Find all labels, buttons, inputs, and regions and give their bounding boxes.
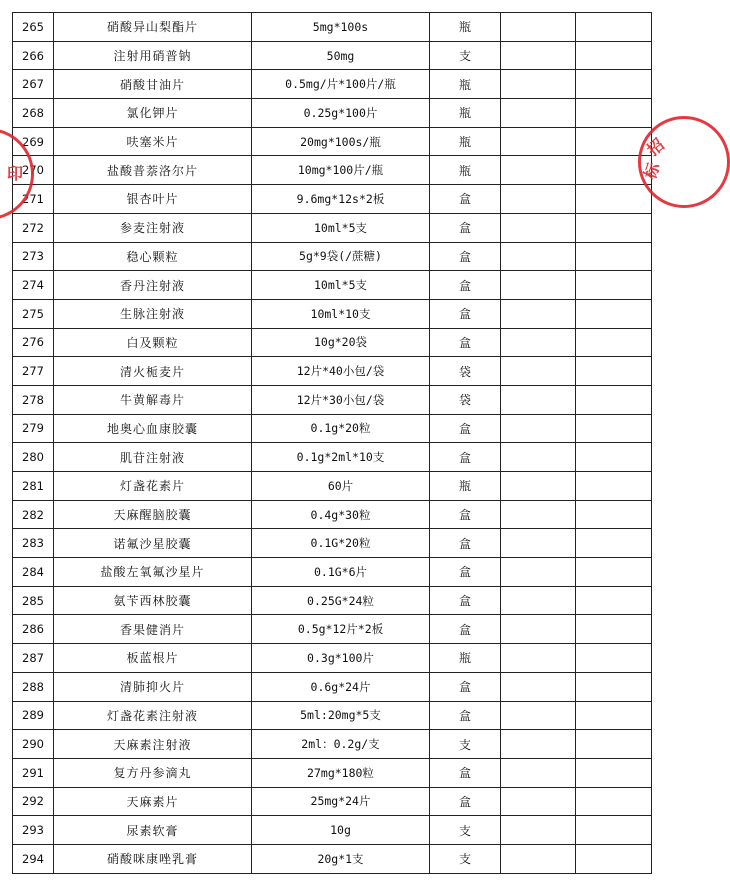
table-row xyxy=(13,13,652,42)
drug-spec: 10g*20袋 xyxy=(252,328,430,357)
drug-unit: 瓶 xyxy=(430,99,501,128)
drug-spec: 5g*9袋(/蔗糖) xyxy=(252,242,430,271)
drug-name: 硝酸甘油片 xyxy=(54,70,252,99)
drug-unit: 瓶 xyxy=(430,13,501,42)
empty-cell xyxy=(576,500,652,529)
drug-name: 生脉注射液 xyxy=(54,299,252,328)
drug-spec: 0.3g*100片 xyxy=(252,644,430,673)
drug-spec: 0.5mg/片*100片/瓶 xyxy=(252,70,430,99)
row-number: 269 xyxy=(13,127,54,156)
empty-cell xyxy=(501,99,576,128)
empty-cell xyxy=(501,730,576,759)
drug-name: 天麻醒脑胶囊 xyxy=(54,500,252,529)
empty-cell xyxy=(501,787,576,816)
empty-cell xyxy=(501,41,576,70)
empty-cell xyxy=(501,328,576,357)
empty-cell xyxy=(576,472,652,501)
row-number: 266 xyxy=(13,41,54,70)
table-row xyxy=(13,730,652,759)
empty-cell xyxy=(576,13,652,42)
row-number: 288 xyxy=(13,672,54,701)
drug-name: 板蓝根片 xyxy=(54,644,252,673)
empty-cell xyxy=(576,644,652,673)
table-row xyxy=(13,213,652,242)
row-number: 289 xyxy=(13,701,54,730)
empty-cell xyxy=(576,672,652,701)
drug-name: 地奥心血康胶囊 xyxy=(54,414,252,443)
table-row xyxy=(13,586,652,615)
drug-spec: 20mg*100s/瓶 xyxy=(252,127,430,156)
drug-spec: 0.1G*20粒 xyxy=(252,529,430,558)
empty-cell xyxy=(501,357,576,386)
drug-unit: 支 xyxy=(430,844,501,873)
empty-cell xyxy=(576,787,652,816)
row-number: 294 xyxy=(13,844,54,873)
drug-unit: 瓶 xyxy=(430,472,501,501)
table-row xyxy=(13,500,652,529)
drug-name: 香丹注射液 xyxy=(54,271,252,300)
drug-name: 银杏叶片 xyxy=(54,185,252,214)
empty-cell xyxy=(501,701,576,730)
empty-cell xyxy=(501,185,576,214)
empty-cell xyxy=(576,758,652,787)
drug-unit: 支 xyxy=(430,816,501,845)
drug-list-sheet xyxy=(12,12,652,874)
empty-cell xyxy=(576,99,652,128)
table-row xyxy=(13,644,652,673)
row-number: 273 xyxy=(13,242,54,271)
empty-cell xyxy=(501,13,576,42)
drug-spec: 10ml*10支 xyxy=(252,299,430,328)
drug-unit: 瓶 xyxy=(430,70,501,99)
row-number: 276 xyxy=(13,328,54,357)
drug-unit: 瓶 xyxy=(430,127,501,156)
drug-unit: 盒 xyxy=(430,414,501,443)
drug-spec: 0.25G*24粒 xyxy=(252,586,430,615)
drug-spec: 10ml*5支 xyxy=(252,271,430,300)
drug-unit: 盒 xyxy=(430,500,501,529)
drug-spec: 5ml:20mg*5支 xyxy=(252,701,430,730)
row-number: 283 xyxy=(13,529,54,558)
drug-unit: 盒 xyxy=(430,615,501,644)
drug-spec: 20g*1支 xyxy=(252,844,430,873)
drug-name: 尿素软膏 xyxy=(54,816,252,845)
row-number: 284 xyxy=(13,558,54,587)
drug-spec: 12片*30小包/袋 xyxy=(252,385,430,414)
empty-cell xyxy=(576,70,652,99)
empty-cell xyxy=(501,443,576,472)
table-row xyxy=(13,299,652,328)
table-row xyxy=(13,99,652,128)
drug-unit: 袋 xyxy=(430,385,501,414)
drug-unit: 盒 xyxy=(430,242,501,271)
drug-name: 注射用硝普钠 xyxy=(54,41,252,70)
row-number: 293 xyxy=(13,816,54,845)
drug-spec: 0.5g*12片*2板 xyxy=(252,615,430,644)
empty-cell xyxy=(501,271,576,300)
table-row xyxy=(13,242,652,271)
drug-unit: 盒 xyxy=(430,185,501,214)
drug-spec: 0.25g*100片 xyxy=(252,99,430,128)
empty-cell xyxy=(576,529,652,558)
table-row xyxy=(13,385,652,414)
drug-unit: 盒 xyxy=(430,672,501,701)
drug-name: 复方丹参滴丸 xyxy=(54,758,252,787)
drug-unit: 盒 xyxy=(430,701,501,730)
row-number: 291 xyxy=(13,758,54,787)
empty-cell xyxy=(501,758,576,787)
table-row xyxy=(13,816,652,845)
row-number: 275 xyxy=(13,299,54,328)
drug-name: 盐酸左氧氟沙星片 xyxy=(54,558,252,587)
drug-table-body xyxy=(13,13,652,874)
drug-name: 硝酸异山梨酯片 xyxy=(54,13,252,42)
empty-cell xyxy=(501,156,576,185)
empty-cell xyxy=(576,414,652,443)
empty-cell xyxy=(501,70,576,99)
drug-name: 氨苄西林胶囊 xyxy=(54,586,252,615)
empty-cell xyxy=(501,242,576,271)
table-row xyxy=(13,357,652,386)
empty-cell xyxy=(576,730,652,759)
empty-cell xyxy=(501,529,576,558)
table-row xyxy=(13,70,652,99)
drug-unit: 支 xyxy=(430,730,501,759)
empty-cell xyxy=(501,844,576,873)
table-row xyxy=(13,844,652,873)
row-number: 290 xyxy=(13,730,54,759)
empty-cell xyxy=(576,701,652,730)
table-row xyxy=(13,615,652,644)
drug-name: 天麻素片 xyxy=(54,787,252,816)
drug-unit: 盒 xyxy=(430,271,501,300)
empty-cell xyxy=(501,299,576,328)
empty-cell xyxy=(501,472,576,501)
drug-name: 呋塞米片 xyxy=(54,127,252,156)
empty-cell xyxy=(576,185,652,214)
empty-cell xyxy=(501,672,576,701)
drug-spec: 5mg*100s xyxy=(252,13,430,42)
drug-unit: 盒 xyxy=(430,443,501,472)
empty-cell xyxy=(576,443,652,472)
row-number: 274 xyxy=(13,271,54,300)
table-row xyxy=(13,414,652,443)
drug-name: 天麻素注射液 xyxy=(54,730,252,759)
empty-cell xyxy=(576,385,652,414)
empty-cell xyxy=(501,385,576,414)
drug-name: 白及颗粒 xyxy=(54,328,252,357)
table-row xyxy=(13,701,652,730)
drug-spec: 9.6mg*12s*2板 xyxy=(252,185,430,214)
drug-unit: 盒 xyxy=(430,558,501,587)
drug-name: 清肺抑火片 xyxy=(54,672,252,701)
drug-name: 牛黄解毒片 xyxy=(54,385,252,414)
drug-spec: 0.6g*24片 xyxy=(252,672,430,701)
drug-unit: 盒 xyxy=(430,529,501,558)
table-row xyxy=(13,156,652,185)
empty-cell xyxy=(576,586,652,615)
drug-spec: 25mg*24片 xyxy=(252,787,430,816)
drug-spec: 0.1g*20粒 xyxy=(252,414,430,443)
drug-unit: 盒 xyxy=(430,758,501,787)
drug-name: 盐酸普萘洛尔片 xyxy=(54,156,252,185)
row-number: 265 xyxy=(13,13,54,42)
empty-cell xyxy=(576,844,652,873)
empty-cell xyxy=(501,558,576,587)
row-number: 268 xyxy=(13,99,54,128)
table-row xyxy=(13,558,652,587)
drug-spec: 10ml*5支 xyxy=(252,213,430,242)
drug-name: 清火栀麦片 xyxy=(54,357,252,386)
empty-cell xyxy=(501,816,576,845)
drug-spec: 0.4g*30粒 xyxy=(252,500,430,529)
drug-unit: 盒 xyxy=(430,299,501,328)
drug-unit: 盒 xyxy=(430,787,501,816)
drug-unit: 瓶 xyxy=(430,644,501,673)
drug-table xyxy=(12,12,652,874)
table-row xyxy=(13,127,652,156)
drug-unit: 袋 xyxy=(430,357,501,386)
row-number: 267 xyxy=(13,70,54,99)
drug-name: 稳心颗粒 xyxy=(54,242,252,271)
drug-spec: 0.1G*6片 xyxy=(252,558,430,587)
drug-spec: 10g xyxy=(252,816,430,845)
empty-cell xyxy=(501,500,576,529)
drug-unit: 盒 xyxy=(430,213,501,242)
table-row xyxy=(13,328,652,357)
empty-cell xyxy=(576,242,652,271)
empty-cell xyxy=(501,127,576,156)
drug-spec: 0.1g*2ml*10支 xyxy=(252,443,430,472)
table-row xyxy=(13,41,652,70)
drug-unit: 盒 xyxy=(430,586,501,615)
empty-cell xyxy=(576,213,652,242)
table-row xyxy=(13,758,652,787)
drug-name: 肌苷注射液 xyxy=(54,443,252,472)
table-row xyxy=(13,529,652,558)
drug-unit: 支 xyxy=(430,41,501,70)
row-number: 281 xyxy=(13,472,54,501)
row-number: 280 xyxy=(13,443,54,472)
drug-spec: 27mg*180粒 xyxy=(252,758,430,787)
empty-cell xyxy=(501,644,576,673)
empty-cell xyxy=(501,615,576,644)
row-number: 278 xyxy=(13,385,54,414)
row-number: 292 xyxy=(13,787,54,816)
drug-spec: 2ml：0.2g/支 xyxy=(252,730,430,759)
row-number: 270 xyxy=(13,156,54,185)
row-number: 271 xyxy=(13,185,54,214)
row-number: 282 xyxy=(13,500,54,529)
drug-name: 灯盏花素片 xyxy=(54,472,252,501)
table-row xyxy=(13,472,652,501)
drug-spec: 60片 xyxy=(252,472,430,501)
empty-cell xyxy=(576,816,652,845)
empty-cell xyxy=(576,558,652,587)
table-row xyxy=(13,185,652,214)
table-row xyxy=(13,787,652,816)
red-seal-stamp-right: 招 标 xyxy=(638,116,730,208)
drug-unit: 盒 xyxy=(430,328,501,357)
red-seal-stamp-left: 印 xyxy=(0,128,34,220)
drug-name: 香果健消片 xyxy=(54,615,252,644)
empty-cell xyxy=(501,414,576,443)
table-row xyxy=(13,672,652,701)
row-number: 286 xyxy=(13,615,54,644)
drug-name: 硝酸咪康唑乳膏 xyxy=(54,844,252,873)
empty-cell xyxy=(576,328,652,357)
table-row xyxy=(13,271,652,300)
empty-cell xyxy=(576,271,652,300)
row-number: 279 xyxy=(13,414,54,443)
row-number: 285 xyxy=(13,586,54,615)
drug-unit: 瓶 xyxy=(430,156,501,185)
drug-spec: 50mg xyxy=(252,41,430,70)
empty-cell xyxy=(501,586,576,615)
empty-cell xyxy=(576,615,652,644)
drug-spec: 12片*40小包/袋 xyxy=(252,357,430,386)
row-number: 272 xyxy=(13,213,54,242)
empty-cell xyxy=(576,357,652,386)
row-number: 277 xyxy=(13,357,54,386)
drug-name: 诺氟沙星胶囊 xyxy=(54,529,252,558)
drug-name: 参麦注射液 xyxy=(54,213,252,242)
drug-name: 灯盏花素注射液 xyxy=(54,701,252,730)
drug-spec: 10mg*100片/瓶 xyxy=(252,156,430,185)
table-row xyxy=(13,443,652,472)
empty-cell xyxy=(576,299,652,328)
drug-name: 氯化钾片 xyxy=(54,99,252,128)
row-number: 287 xyxy=(13,644,54,673)
empty-cell xyxy=(501,213,576,242)
empty-cell xyxy=(576,41,652,70)
